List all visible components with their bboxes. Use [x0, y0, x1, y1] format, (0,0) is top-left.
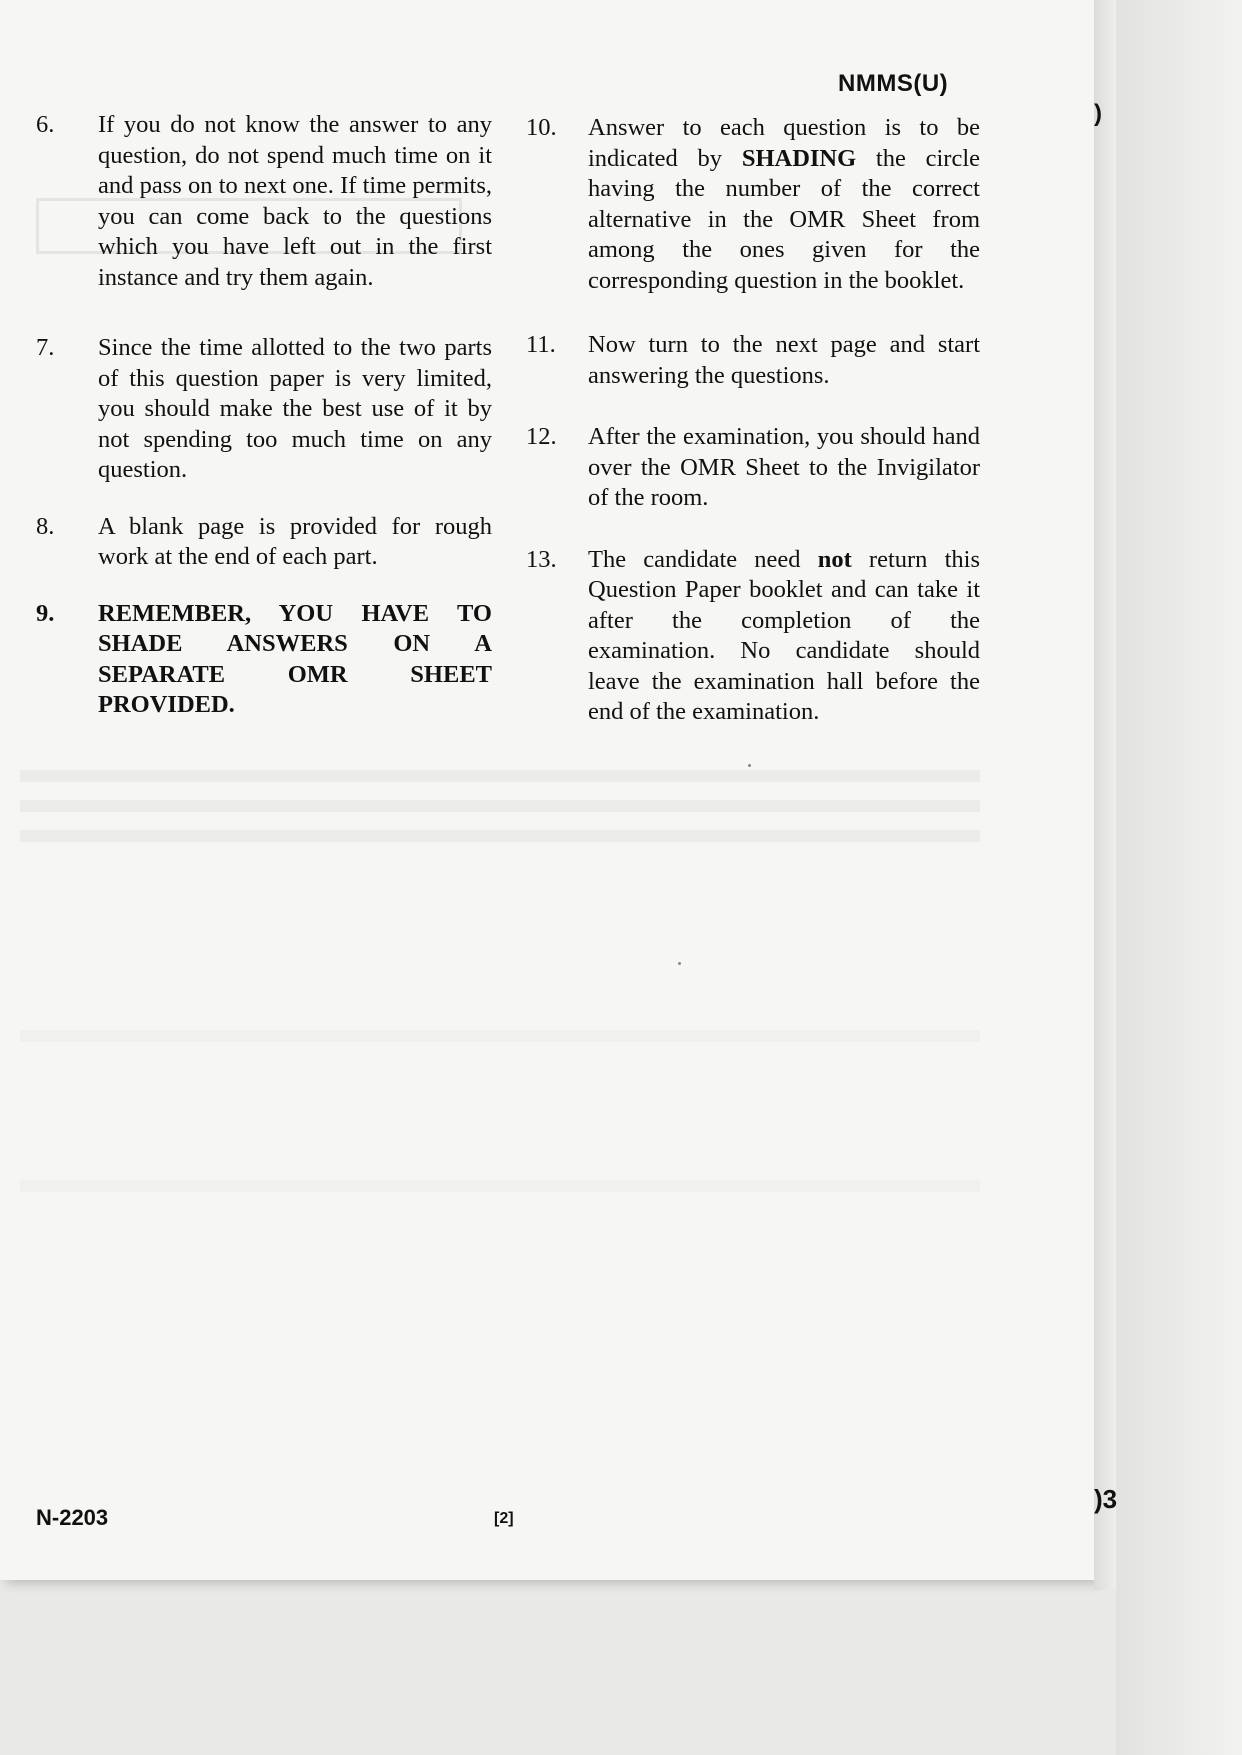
instruction-text: A blank page is provided for rough work at the end of each part.: [98, 512, 492, 570]
instruction-number: 12.: [526, 423, 557, 450]
bold-word: not: [817, 545, 852, 573]
instruction-item: [36, 512, 492, 573]
instruction-number: 11.: [526, 331, 556, 358]
instruction-item: [526, 422, 980, 514]
instruction-number: 7.: [36, 334, 55, 361]
show-through-line: [20, 800, 980, 812]
instruction-item: [526, 545, 980, 728]
instruction-text-emphasis: [98, 599, 492, 721]
instructions-right-column: [526, 110, 980, 728]
show-through-line: [20, 1180, 980, 1192]
paper-speck: [678, 962, 681, 965]
page-number: [2]: [494, 1510, 514, 1527]
paper-code-footer: N-2203: [36, 1505, 109, 1530]
text-fragment: Answer to each question is to be indicated by: [588, 114, 980, 172]
show-through-line: [20, 830, 980, 842]
instructions-left-column: [36, 110, 492, 721]
next-page-bleed-text: )3: [1094, 1484, 1118, 1514]
instruction-text: After the examination, you should hand over the OMR Sheet to the Invigilator of the room.: [588, 423, 980, 511]
page-edge-shadow: [1094, 0, 1116, 1590]
instruction-text: [588, 113, 980, 296]
instruction-number: 10.: [526, 114, 557, 141]
instruction-text: [588, 545, 980, 728]
omr-reminder-text: REMEMBER, YOU HAVE TO SHADE ANSWERS ON A SEPARATE OMR SHEET: [98, 599, 492, 688]
instruction-text: If you do not know the answer to any question, do not spend much time on it and pass on to next one. If time permits, you can come back to the questions which you have left out in the first instance and try them again.: [98, 111, 492, 291]
instruction-number: 6.: [36, 111, 55, 138]
next-page-strip: [1116, 0, 1242, 1755]
instruction-item: [526, 113, 980, 296]
text-fragment: return this Question Paper booklet and can take it after the completion of the examination. No candidate should leave the examination hall before the end of the examination.: [588, 545, 980, 725]
instruction-number: 13.: [526, 545, 557, 573]
paper-code-header: NMMS(U): [838, 70, 949, 97]
instruction-text: Since the time allotted to the two parts of this question paper is very limited, you should make the best use of it by not spending too much time on any question.: [98, 334, 492, 483]
show-through-line: [20, 770, 980, 782]
text-fragment: The candidate need: [588, 545, 818, 573]
bold-word: SHADING: [741, 144, 857, 172]
show-through-line: [20, 1030, 980, 1042]
instruction-item: [526, 330, 980, 391]
instruction-item: [36, 110, 492, 293]
instruction-number: 9.: [36, 599, 55, 627]
omr-reminder-last-word: PROVIDED.: [98, 691, 235, 718]
next-page-bleed-text: ): [1094, 100, 1102, 127]
instruction-item: [36, 333, 492, 486]
paper-speck: [748, 764, 751, 767]
instruction-text: Now turn to the next page and start answering the questions.: [588, 331, 980, 389]
instruction-number: 8.: [36, 512, 55, 540]
instruction-item: [36, 599, 492, 721]
text-fragment: the circle having the number of the correct alternative in the OMR Sheet from among the ones given for the corresponding question in the booklet.: [588, 144, 981, 294]
